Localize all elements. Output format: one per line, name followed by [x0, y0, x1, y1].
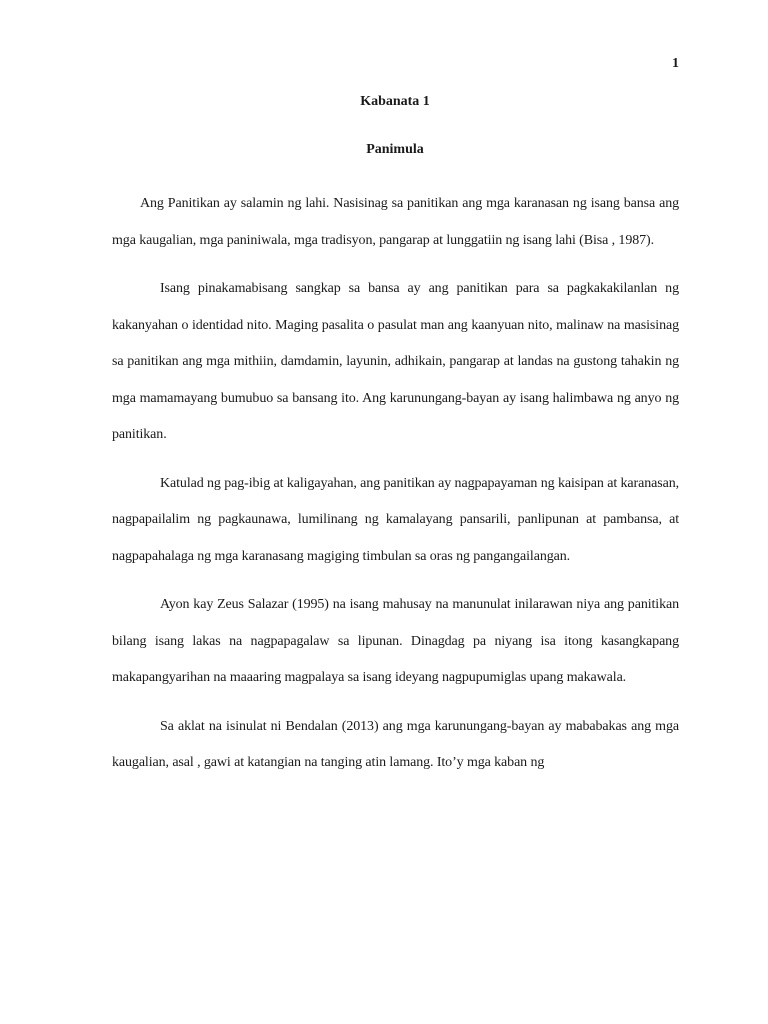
section-title: Panimula: [366, 142, 424, 157]
paragraph-3: Katulad ng pag-ibig at kaligayahan, ang panitikan ay nagpapayaman ng kaisipan at karanasan, nagpapailalim ng pagkaunawa, lumilinang ng kamalayang pansarili, panlipunan at pambansa, at nagpapahalaga ng mga karanasang magiging timbulan sa oras ng pangangailangan.: [112, 475, 679, 564]
paragraph-4: Ayon kay Zeus Salazar (1995) na isang mahusay na manunulat inilarawan niya ang panitikan bilang isang lakas na nagpapagalaw sa lipunan. Dinagdag pa niyang isa itong kasangkapang makapangyarihan na maaaring magpalaya sa isang ideyang nagpupumiglas upang makawala.: [112, 597, 679, 685]
paragraph-1: Ang Panitikan ay salamin ng lahi. Nasisinag sa panitikan ang mga karanasan ng isang bansa ang mga kaugalian, mga paniniwala, mga tradisyon, pangarap at lunggatiin ng isang lahi (Bisa , 1987).: [112, 196, 679, 248]
paragraph-5: Sa aklat na isinulat ni Bendalan (2013) ang mga karunungang-bayan ay mababakas ang mga kaugalian, asal , gawi at katangian na tanging atin lamang. Ito’y mga kaban ng: [112, 718, 679, 770]
paragraph-2: Isang pinakamabisang sangkap sa bansa ay ang panitikan para sa pagkakakilanlan ng kakanyahan o identidad nito. Maging pasalita o pasulat man ang kaanyuan nito, malinaw na masisinag sa panitikan ang mga mithiin, damdamin, layunin, adhikain, pangarap at landas na gustong tahakin ng mga mamamayang bumubuo sa bansang ito. Ang karunungang-bayan ay isang halimbawa ng anyo ng panitikan.: [112, 281, 679, 442]
chapter-title: Kabanata 1: [360, 94, 430, 109]
page-number: 1: [672, 56, 679, 71]
body-text: [112, 186, 679, 794]
